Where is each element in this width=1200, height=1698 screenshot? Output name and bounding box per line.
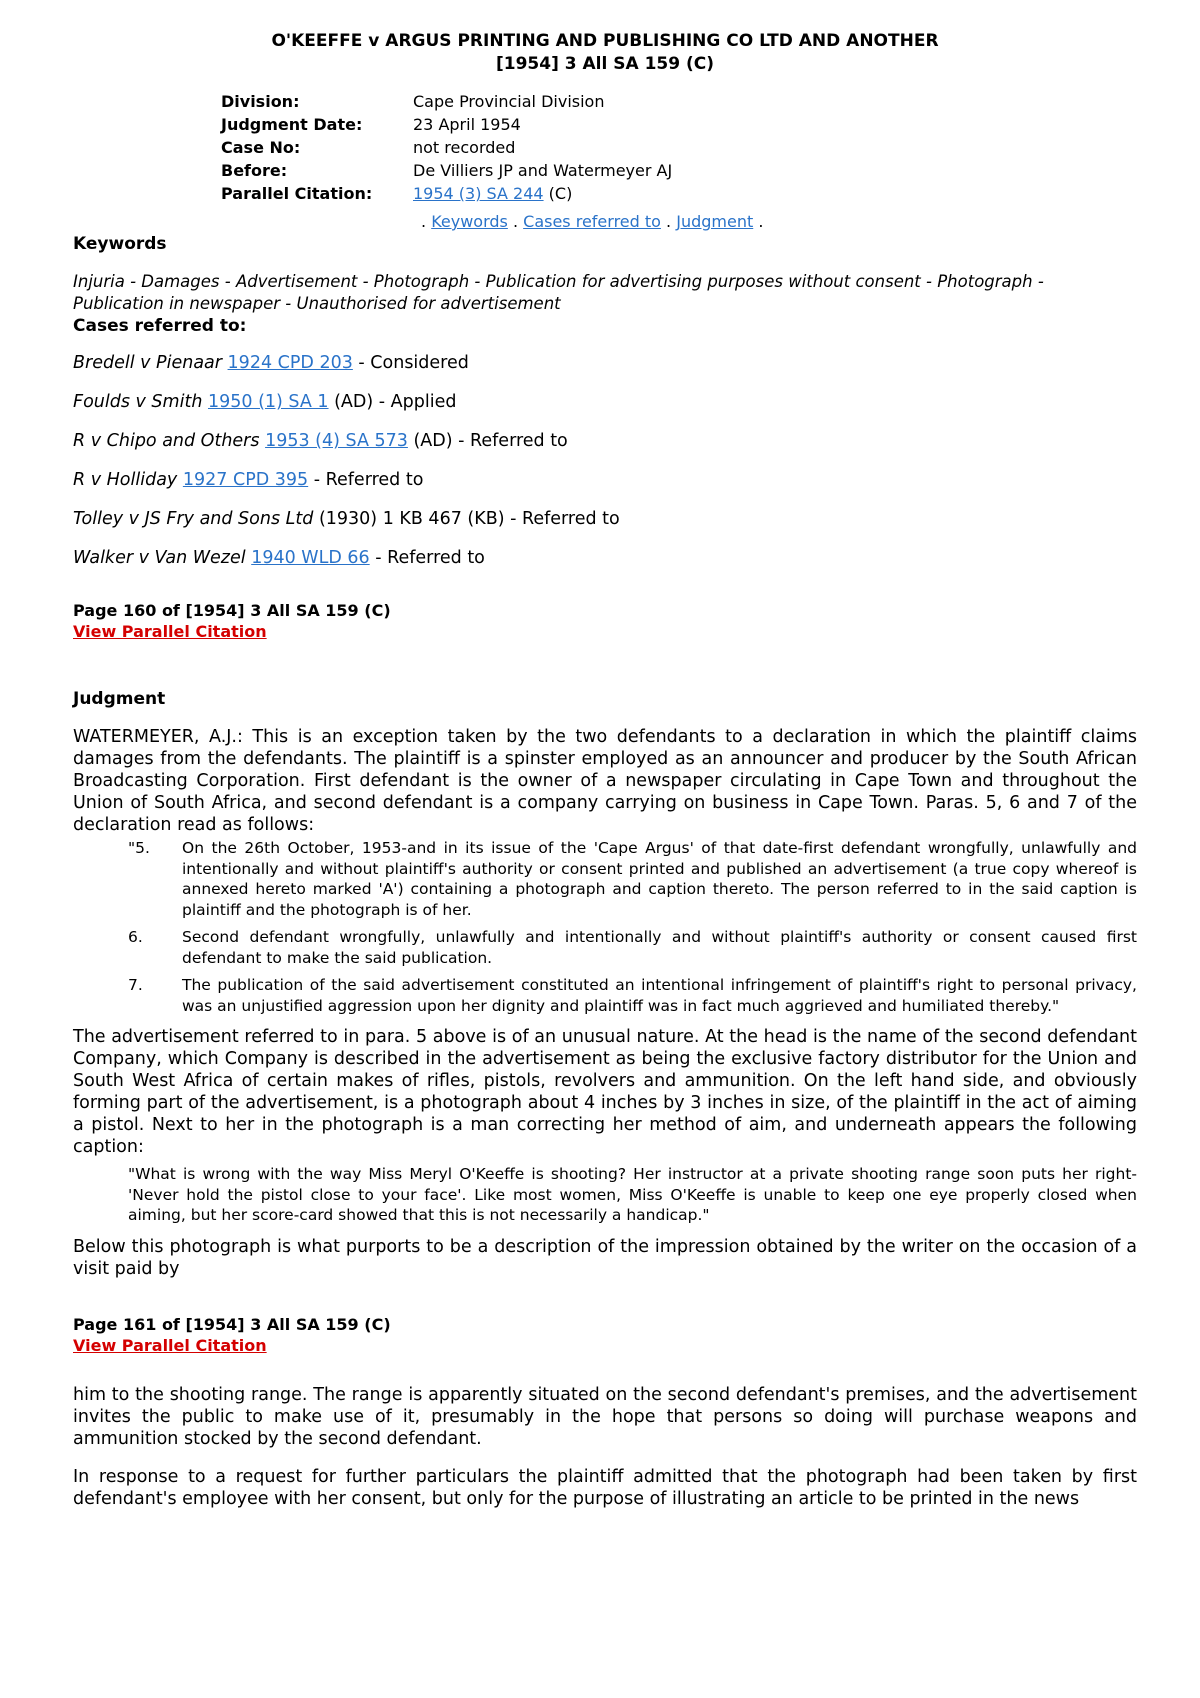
parallel-citation-suffix: (C) [543,184,573,203]
judgment-paragraph: Below this photograph is what purports to be a description of the impression obtained by the writer on the occasion of a visit paid by [73,1236,1137,1279]
declaration-quote [128,838,1137,1016]
meta-value: De Villiers JP and Watermeyer AJ [413,161,673,180]
judgment-paragraph: The advertisement referred to in para. 5 above is of an unusual nature. At the head is the name of the second defendant Company, which Company is described in the advertisement as being the exclusive factory distributor for the Union and South West Africa of certain makes of rifles, pistols, revolvers and ammunition. On the left hand side, and obviously forming part of the advertisement, is a photograph about 4 inches by 3 inches in size, of the plaintiff in the act of aiming a pistol. Next to her in the photograph is a man correcting her method of aim, and underneath appears the following caption: [73,1027,1137,1157]
nav-separator: . [758,212,764,231]
meta-label: Division: [221,92,300,111]
case-citation-link[interactable]: 1953 (4) SA 573 [265,431,408,451]
quote-item-number: "5. [128,839,150,857]
caption-quote: "What is wrong with the way Miss Meryl O'Keeffe is shooting? Her instructor at a private shooting range soon puts her right-'Never hold the pistol close to your face'. Like most women, Miss O'Keeffe is unable to keep one eye properly closed when aiming, but her score-card showed that this is not necessarily a handicap." [128,1165,1137,1224]
case-citation-link[interactable]: 1950 (1) SA 1 [207,392,329,412]
case-item [73,507,1137,531]
judgment-paragraph: him to the shooting range. The range is apparently situated on the second defendant's premises, and the advertisement invites the public to make use of it, presumably in the hope that persons so doing will purchase weapons and ammunition stocked by the second defendant. [73,1384,1137,1449]
nav-separator: . [421,212,427,231]
view-parallel-citation-link[interactable]: View Parallel Citation [73,1335,267,1355]
quote-item-number: 7. [128,976,143,994]
keywords-text: Injuria - Damages - Advertisement - Photograph - Publication for advertising purposes without consent - Photograph - Publication in newspaper - Unauthorised for advertisement [73,272,1044,313]
nav-separator: . [666,212,672,231]
case-name: R v Chipo and Others [73,431,260,451]
case-name: Walker v Van Wezel [73,548,246,568]
view-parallel-citation-link[interactable]: View Parallel Citation [73,622,267,641]
case-name: Bredell v Pienaar [73,353,222,373]
meta-row-case-no [221,136,1137,159]
quote-item [128,975,1137,1016]
case-item [73,468,1137,492]
meta-row-division [221,90,1137,113]
meta-value: not recorded [413,138,516,157]
cases-list [73,351,1137,570]
quote-item-number: 6. [128,928,143,946]
meta-label: Judgment Date: [221,115,363,134]
quote-item [128,927,1137,968]
case-item [73,351,1137,375]
case-citation-link[interactable]: 1927 CPD 395 [182,470,309,490]
meta-value: 23 April 1954 [413,115,521,134]
case-name: R v Holliday [73,470,178,490]
quote-item-text: The publication of the said advertisement constituted an intentional infringement of plaintiff's right to personal privacy, was an unjustified aggression upon her dignity and plaintiff was in fact much aggrieved and humiliated thereby." [182,976,1137,1015]
judgment-paragraph: WATERMEYER, A.J.: This is an exception taken by the two defendants to a declaration in which the plaintiff claims damages from the defendants. The plaintiff is a spinster employed as an announcer and producer by the South African Broadcasting Corporation. First defendant is the owner of a newspaper circulating in Cape Town and throughout the Union of South Africa, and second defendant is a company carrying on business in Cape Town. Paras. 5, 6 and 7 of the declaration read as follows: [73,727,1137,835]
judgment-heading: Judgment [73,689,166,709]
case-item [73,546,1137,570]
case-treatment: (1930) 1 KB 467 (KB) - Referred to [313,509,620,529]
document-title [73,30,1137,76]
parallel-citation-link[interactable]: 1954 (3) SA 244 [413,184,544,203]
page-break-161 [73,1314,1137,1356]
case-citation-link[interactable]: 1924 CPD 203 [227,353,353,373]
case-name: Tolley v JS Fry and Sons Ltd [73,509,314,529]
case-name: Foulds v Smith [73,392,203,412]
nav-link-judgment[interactable]: Judgment [676,212,754,231]
case-citation-link[interactable]: 1940 WLD 66 [251,548,370,568]
case-item [73,429,1137,453]
quote-item-text: On the 26th October, 1953-and in its issue of the 'Cape Argus' of that date-first defendant wrongfully, unlawfully and intentionally and without plaintiff's authority or consent printed and published an advertisement (a true copy whereof is annexed hereto marked 'A') containing a photograph and caption thereto. The person referred to in the said caption is plaintiff and the photograph is of her. [182,839,1137,919]
meta-row-parallel-citation [221,182,1137,205]
case-title: O'KEEFFE v ARGUS PRINTING AND PUBLISHING CO LTD AND ANOTHER [271,31,939,51]
meta-row-before [221,159,1137,182]
section-nav [421,211,1137,233]
nav-link-cases[interactable]: Cases referred to [523,212,661,231]
quote-item-text: Second defendant wrongfully, unlawfully and intentionally and without plaintiff's authority or consent caused first defendant to make the said publication. [182,928,1137,967]
case-treatment: - Considered [352,353,469,373]
page-number-heading: Page 160 of [1954] 3 All SA 159 (C) [73,601,391,620]
quote-item [128,838,1137,920]
meta-row-judgment-date [221,113,1137,136]
judgment-paragraph: In response to a request for further particulars the plaintiff admitted that the photograph had been taken by first defendant's employee with her consent, but only for the purpose of illustrating an article to be printed in the news [73,1466,1137,1509]
meta-label: Before: [221,161,288,180]
case-treatment: - Referred to [369,548,485,568]
case-treatment: - Referred to [308,470,424,490]
keywords-heading: Keywords [73,234,167,254]
meta-value [413,182,572,205]
meta-label: Parallel Citation: [221,184,373,203]
document-page [73,0,1137,1510]
case-treatment: (AD) - Applied [328,392,457,412]
meta-value: Cape Provincial Division [413,92,605,111]
nav-link-keywords[interactable]: Keywords [431,212,508,231]
case-item [73,390,1137,414]
page-break-160 [73,600,1137,642]
nav-separator: . [512,212,519,231]
cases-heading: Cases referred to: [73,316,247,336]
case-treatment: (AD) - Referred to [407,431,568,451]
page-number-heading: Page 161 of [1954] 3 All SA 159 (C) [73,1314,391,1334]
meta-label: Case No: [221,138,301,157]
case-metadata [221,90,1137,205]
case-citation: [1954] 3 All SA 159 (C) [496,54,714,74]
